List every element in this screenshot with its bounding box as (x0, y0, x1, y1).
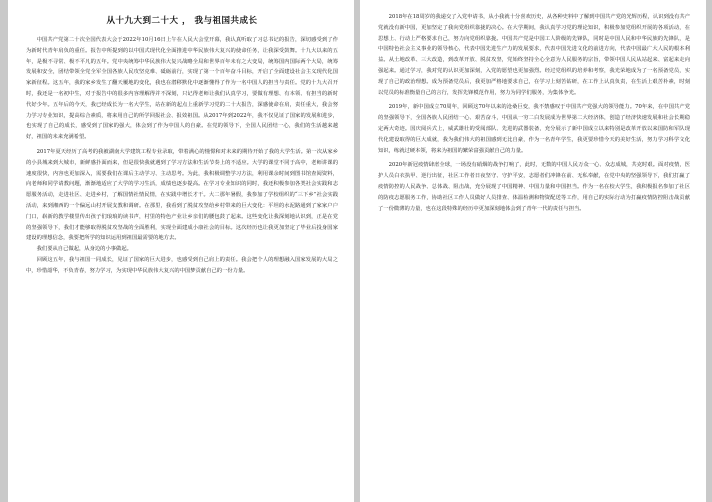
document-page-right (360, 0, 706, 502)
document-title: 从十九大到二十大 ， 我与祖国共成长 (106, 16, 258, 26)
paragraph: 2017年夏天经历了高考的我被湖南大学建筑工程专业录取，带着满心的憧憬和对未来的期待开始了我的大学生活。第一次从家乡的小县城来到大城市，新鲜感扑面而来，但是很快我就遇到了学习方法和生活节奏上的不适应。大学的课堂不同于高中，老师讲课的速度很快，内容也更加深入，需要我们在课后主动学习、主动思考。为此，我积极调整学习方法，利用课余时间到图书馆查阅资料，向老师和同学请教问题，渐渐地适应了大学的学习生活，成绩也逐步提高。在学习专业知识的同时，我还积极参加各类社会实践和志愿服务活动，走进社区、走进乡村，了解国情社情民情，在实践中增长才干。大二那年暑假，我参加了学校组织的“三下乡”社会实践活动，来到湘西的一个偏远山村开展支教和调研。在那里，我看到了脱贫攻坚给乡村带来的巨大变化：平坦的水泥路通到了家家户户门口，崭新的教学楼里传出孩子们琅琅的读书声，村里的特色产业让乡亲们的腰包鼓了起来。这些变化让我深刻地认识到，正是在党的坚强领导下，我们才能够取得脱贫攻坚战的全面胜利，实现全面建成小康社会的目标。这次经历也让我更加坚定了毕业后投身国家建设的理想信念，我要把所学的知识运用到祖国最需要的地方去。 (26, 148, 338, 242)
document-page-left (8, 0, 354, 502)
paragraph: 回顾这五年，我与祖国一同成长，见证了国家的巨大进步，也感受到自己肩上的责任。我会把个人的理想融入国家发展的大局之中，珍惜韶华，不负青春，努力学习，为实现中华民族伟大复兴的中国梦贡献自己的一份力量。 (26, 256, 338, 274)
paragraph: 我们要从自己做起，从身边的小事做起。 (36, 246, 132, 253)
paragraph: 2020年新冠疫情肆虐全球，一场没有硝烟的战争打响了，此时，无数的中国人民万众一心、众志成城，共克时艰。面对疫情，医护人员白衣执甲、逆行出征，社区工作者日夜坚守、守护平安，志愿者们冲锋在前、无私奉献，在党中央的坚强领导下，我们打赢了疫情防控的人民战争、总体战、阻击战，充分展现了中国精神、中国力量和中国担当。作为一名在校大学生，我积极报名参加了社区的防疫志愿服务工作，协助社区工作人员做好人员排查、体温检测和物资配送等工作，用自己的实际行动为打赢疫情防控阻击战贡献了一份微薄的力量，也在这段特殊的经历中更加深刻地体会到了青年一代的责任与担当。 (378, 162, 690, 212)
paragraph: 2019年，新中国成立70周年，回顾这70年以来的沧桑巨变，我不禁感叹于中国共产党强大的领导能力。70年来，在中国共产党的坚强领导下，全国各族人民团结一心、艰苦奋斗，中国从一穷二白发展成为世界第二大经济体，创造了经济快速发展和社会长期稳定两大奇迹。国庆阅兵式上，威武雄壮的受阅部队、先进的武器装备，充分展示了新中国成立以来特别是改革开放以来国防和军队现代化建设取得的巨大成就，我为我们伟大的祖国感到无比自豪，作为一名青年学生，我更要珍惜今天的美好生活，努力学习科学文化知识，练就过硬本领，将来为祖国的繁荣富强贡献自己的力量。 (378, 104, 690, 154)
paragraph: 2018年在18周岁的我递交了入党申请书，从小我就十分喜欢历史，从各种史料中了解到中国共产党的光辉历程，认识到没有共产党就没有新中国，更加坚定了我向党组织靠拢的决心。在大学期间，我认真学习党的理论知识，积极参加党组织开展的各项活动，在思想上、行动上严格要求自己，努力向党组织靠拢。中国共产党是中国工人阶级的先锋队，同时是中国人民和中华民族的先锋队，是中国特色社会主义事业的领导核心，代表中国先进生产力的发展要求，代表中国先进文化的前进方向，代表中国最广大人民的根本利益。从土地改革、三大改造，到改革开放、脱贫攻坚，党始终坚持全心全意为人民服务的宗旨，带领中国人民从站起来、富起来走向强起来。通过学习，我对党的认识更加深刻，入党的愿望也更加强烈。经过党组织的培养和考察，我光荣地成为了一名预备党员，实现了自己的政治理想。成为预备党员后，我更加严格地要求自己，在学习上刻苦钻研，在工作上认真负责，在生活上艰苦朴素，时刻以党员的标准衡量自己的言行，发挥先锋模范作用，努力为同学们服务，为集体争光。 (378, 14, 690, 96)
paragraph: 中国共产党第二十次全国代表大会于2022年10月16日上午在人民大会堂开幕，我认真听取了习总书记的报告，深切感受到了作为新时代青年肩负的重任。报告中所提到的以中国式现代化全面推进中华民族伟大复兴的使命任务，让我深受鼓舞。十九大以来的五年，是极不寻常、极不平凡的五年。党中央统筹中华民族伟大复兴战略全局和世界百年未有之大变局，统筹国内国际两个大局，统筹发展和安全，团结带领全党全军全国各族人民攻坚克难、砥砺前行，实现了第一个百年奋斗目标，开启了全面建设社会主义现代化国家新征程。这五年，我的家乡发生了翻天覆地的变化，我也在潜移默化中逐渐懂得了作为一名中国人的担当与责任。党的十九大召开时，我还是一名初中生，对于报告中的很多内容理解得并不深刻，只记得老师让我们认真学习，要做有理想、有本领、有担当的新时代好少年。五年后的今天，我已经成长为一名大学生，站在新的起点上重新学习党的二十大报告，深感使命在肩，责任重大，我会努力学习专业知识，提高综合素质，将来用自己的所学回报社会、报效祖国。从2017年到2022年，我不仅见证了国家的发展和进步，也实现了自己的成长，感受到了国家的强大，体会到了作为中国人的自豪。在党的领导下，全国人民团结一心，我们的生活越来越好，祖国的未来充满希望。 (26, 37, 338, 141)
